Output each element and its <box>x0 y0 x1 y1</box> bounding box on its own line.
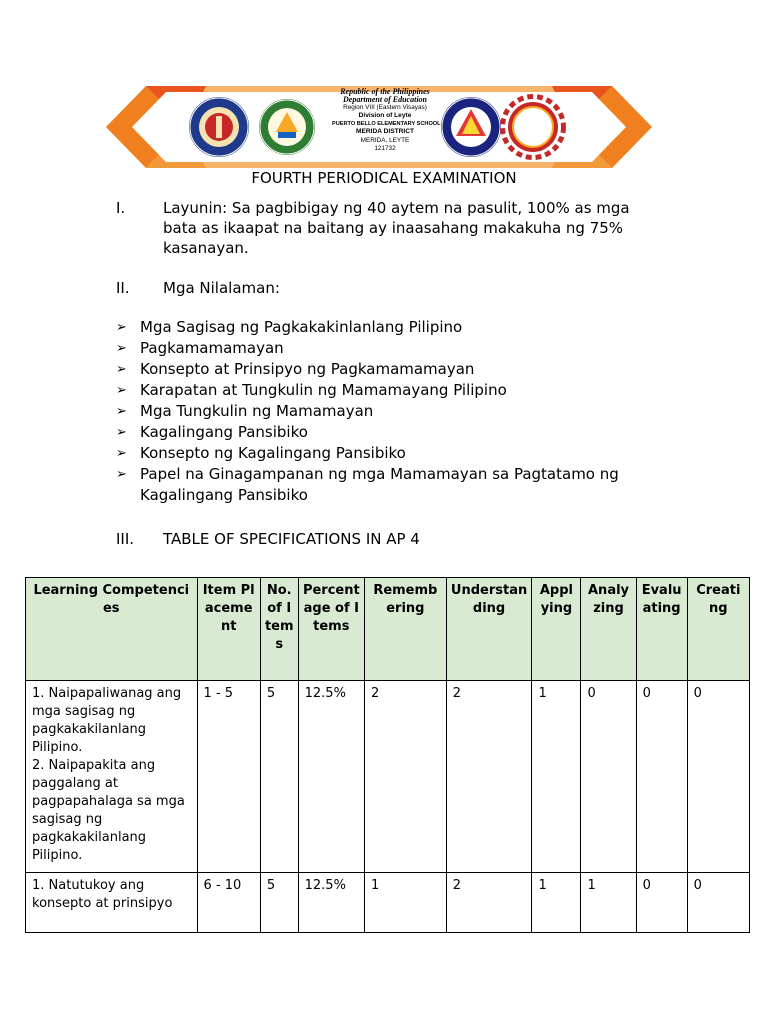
section-text: Layunin: Sa pagbibigay ng 40 aytem na pasulit, 100% as mga bata as ikaapat na baitang ay inaasahang makakuha ng 75% kasanayan. <box>163 199 630 257</box>
table-cell <box>26 873 198 933</box>
cell-text: 1 <box>538 878 547 893</box>
table-cell <box>446 873 532 933</box>
merida-district-seal-icon <box>440 96 502 158</box>
cell-text: 0 <box>642 878 651 893</box>
topic-text: Pagkamamamayan <box>140 339 284 357</box>
section-contents <box>116 278 676 298</box>
topic-item <box>116 464 680 506</box>
section-number: II. <box>116 279 130 297</box>
exam-title: FOURTH PERIODICAL EXAMINATION <box>251 169 517 187</box>
cell-text: 0 <box>693 878 702 893</box>
arrow-bullet-icon: ➢ <box>116 404 127 419</box>
topic-text: Mga Sagisag ng Pagkakakinlanlang Pilipino <box>140 318 463 336</box>
section-text: TABLE OF SPECIFICATIONS IN AP 4 <box>163 530 420 548</box>
topic-item <box>116 317 680 338</box>
letterhead-district: MERIDA DISTRICT <box>356 128 414 136</box>
pes-logo-icon <box>500 94 566 160</box>
cell-text: 5 <box>266 686 276 701</box>
table-cell <box>687 873 749 933</box>
cell-text: 12.5% <box>304 686 346 701</box>
table-cell <box>687 681 749 873</box>
letterhead-school-id: 121732 <box>374 144 396 152</box>
topic-item <box>116 401 680 422</box>
topic-text: Mga Tungkulin ng Mamamayan <box>140 402 374 420</box>
table-cell <box>446 681 532 873</box>
cell-text: 1. Naipapaliwanag ang mga sagisag ng pagkakakilanlang Pilipino. 2. Naipapakita ang paggalang at pagpapahalaga sa mga sagisag ng pagkakakilanlang Pilipino. <box>32 686 185 863</box>
table-cell <box>532 873 581 933</box>
cell-text: 1 <box>371 878 380 893</box>
column-header: Understanding <box>446 578 532 681</box>
topic-text: Papel na Ginagampanan ng mga Mamamayan sa Pagtatamo ng Kagalingang Pansibiko <box>140 465 619 504</box>
cell-text: 5 <box>266 878 276 893</box>
table-cell <box>636 873 687 933</box>
cell-text: 12.5% <box>304 878 346 893</box>
topic-text: Kagalingang Pansibiko <box>140 423 308 441</box>
table-header-row <box>26 578 750 681</box>
cell-text: 0 <box>642 686 651 701</box>
topic-item <box>116 380 680 401</box>
column-header: Applying <box>532 578 581 681</box>
section-number: III. <box>116 530 135 548</box>
cell-text: 1 <box>587 878 596 893</box>
topics-list <box>116 317 680 506</box>
column-header: Percentage of Items <box>298 578 364 681</box>
column-header: No. of Items <box>260 578 298 681</box>
column-header: Evaluating <box>636 578 687 681</box>
table-row <box>26 873 750 933</box>
letterhead <box>332 87 441 153</box>
topic-text: Konsepto ng Kagalingang Pansibiko <box>140 444 406 462</box>
table-cell <box>636 681 687 873</box>
school-banner <box>106 86 652 168</box>
arrow-bullet-icon: ➢ <box>116 362 127 377</box>
cell-text: 1 - 5 <box>203 686 234 701</box>
arrow-bullet-icon: ➢ <box>116 320 127 335</box>
letterhead-division: Division of Leyte <box>358 112 412 120</box>
cell-text: 0 <box>587 686 596 701</box>
cell-text: 1. Natutukoy ang konsepto at prinsipyo <box>32 878 173 911</box>
cell-text: 2 <box>371 686 380 701</box>
table-cell <box>260 681 298 873</box>
letterhead-republic: Republic of the Philippines <box>340 87 430 96</box>
letterhead-department: Department of Education <box>342 95 427 105</box>
section-text: Mga Nilalaman: <box>163 279 280 297</box>
schools-division-leyte-seal-icon <box>258 98 316 156</box>
table-cell <box>260 873 298 933</box>
table-cell <box>532 681 581 873</box>
specifications-table <box>25 577 750 933</box>
topic-text: Konsepto at Prinsipyo ng Pagkamamamayan <box>140 360 475 378</box>
topic-item <box>116 338 680 359</box>
table-cell <box>365 873 447 933</box>
cell-text: 1 <box>538 686 547 701</box>
table-cell <box>197 873 260 933</box>
cell-text: 2 <box>452 878 461 893</box>
letterhead-address: MERIDA, LEYTE <box>360 136 410 144</box>
table-cell <box>365 681 447 873</box>
letterhead-school: PUERTO BELLO ELEMENTARY SCHOOL <box>332 121 441 128</box>
table-cell <box>298 681 364 873</box>
table-row <box>26 681 750 873</box>
table-cell <box>26 681 198 873</box>
topic-item <box>116 443 680 464</box>
column-header: Remembering <box>365 578 447 681</box>
topic-text: Karapatan at Tungkulin ng Mamamayang Pilipino <box>140 381 507 399</box>
deped-seal-icon <box>188 96 250 158</box>
column-header: Learning Competencies <box>26 578 198 681</box>
table-cell <box>581 681 636 873</box>
arrow-bullet-icon: ➢ <box>116 341 127 356</box>
column-header: Analyzing <box>581 578 636 681</box>
arrow-bullet-icon: ➢ <box>116 383 127 398</box>
column-header: Item Placement <box>197 578 260 681</box>
arrow-bullet-icon: ➢ <box>116 446 127 461</box>
cell-text: 6 - 10 <box>203 878 242 893</box>
section-table-of-specifications <box>116 529 676 549</box>
topic-item <box>116 422 680 443</box>
cell-text: 0 <box>693 686 702 701</box>
column-header: Creating <box>687 578 749 681</box>
table-cell <box>298 873 364 933</box>
section-objective <box>116 198 676 258</box>
topic-item <box>116 359 680 380</box>
cell-text: 2 <box>452 686 461 701</box>
table-cell <box>197 681 260 873</box>
letterhead-region: Region VIII (Eastern Visayas) <box>343 104 427 112</box>
arrow-bullet-icon: ➢ <box>116 425 127 440</box>
table-cell <box>581 873 636 933</box>
arrow-bullet-icon: ➢ <box>116 467 127 482</box>
section-number: I. <box>116 199 126 217</box>
